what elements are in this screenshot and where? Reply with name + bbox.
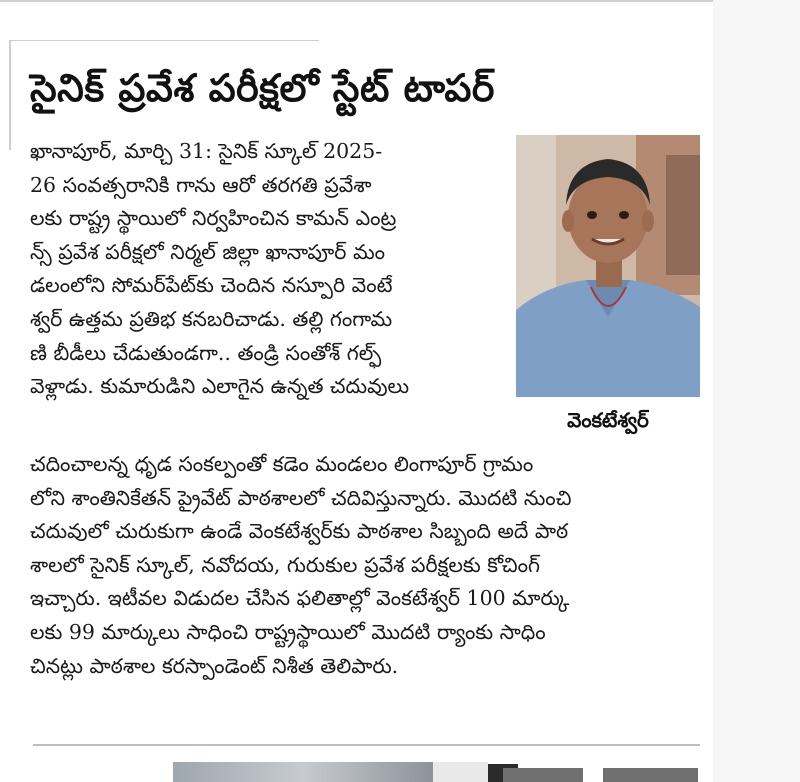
- clip-frame-top-edge: [9, 40, 319, 41]
- next-article-preview: [33, 762, 700, 782]
- body-line: 26 సంవత్సరానికి గాను ఆరో తరగతి ప్రవేశా: [30, 172, 372, 197]
- body-line: న్స్ ప్రవేశ పరీక్షలో నిర్మల్ జిల్లా ఖానాపూర్ మం: [30, 239, 386, 264]
- next-article-headline-fragment: [603, 768, 698, 782]
- body-line: ణి బీడీలు చేడుతుండగా.. తండ్రి సంతోశ్ గల్ఫ్: [30, 340, 382, 365]
- body-line: శ్వర్ ఉత్తమ ప్రతిభ కనబరిచాడు. తల్లి గంగామ: [30, 306, 393, 331]
- body-line: ఖానాపూర్, మార్చి 31: సైనిక్ స్కూల్ 2025-: [30, 139, 383, 163]
- body-line: చదించాలన్న ధృడ సంకల్పంతో కడెం మండలం లింగాపూర్ గ్రామం: [30, 452, 534, 476]
- body-line: చినట్లు పాఠశాల కరస్పాండెంట్ నిశీత తెలిపారు.: [30, 653, 399, 678]
- article-headline: సైనిక్ ప్రవేశ పరీక్షలో స్టేట్ టాపర్: [30, 66, 495, 110]
- body-line: ఇచ్చారు. ఇటీవల విడుదల చేసిన ఫలితాల్లో వెంకటేశ్వర్ 100 మార్కు: [30, 586, 570, 611]
- next-article-photo: [173, 762, 433, 782]
- clip-frame-edge: [9, 40, 11, 150]
- page-margin: [713, 0, 800, 782]
- next-article-photo-edge: [433, 762, 488, 782]
- article-divider: [33, 744, 700, 746]
- body-line: డలంలోని సోమర్‌పేట్‌కు చెందిన నస్పూరి వెంటే: [30, 273, 393, 298]
- body-line: లోని శాంతినికేతన్ ప్రైవేట్ పాఠశాలలో చదివిస్తున్నారు. మొదటి నుంచి: [30, 485, 572, 510]
- body-line: చదువులో చురుకుగా ఉండే వెంకటేశ్వర్‌కు పాఠశాల సిబ్బంది అదే పాఠ: [30, 519, 569, 544]
- body-line: వెళ్లాడు. కుమారుడిని ఎలాగైన ఉన్నత చదువులు: [30, 374, 410, 399]
- photo-caption: వెంకటేశ్వర్: [567, 408, 649, 432]
- student-photo: [516, 135, 700, 397]
- body-line: శాలలో సైనిక్ స్కూల్, నవోదయ, గురుకుల ప్రవేశ పరీక్షలకు కోచింగ్: [30, 552, 540, 577]
- body-line: లకు 99 మార్కులు సాధించి రాష్ట్రస్థాయిలో మొదటి ర్యాంకు సాధిం: [30, 619, 546, 644]
- body-line: లకు రాష్ట్ర స్థాయిలో నిర్వహించిన కామన్ ఎంట్ర: [30, 206, 397, 231]
- next-article-headline-fragment: [503, 768, 583, 782]
- article-body-continued: [30, 448, 710, 683]
- top-divider: [0, 0, 713, 2]
- article-body-column: [30, 135, 510, 404]
